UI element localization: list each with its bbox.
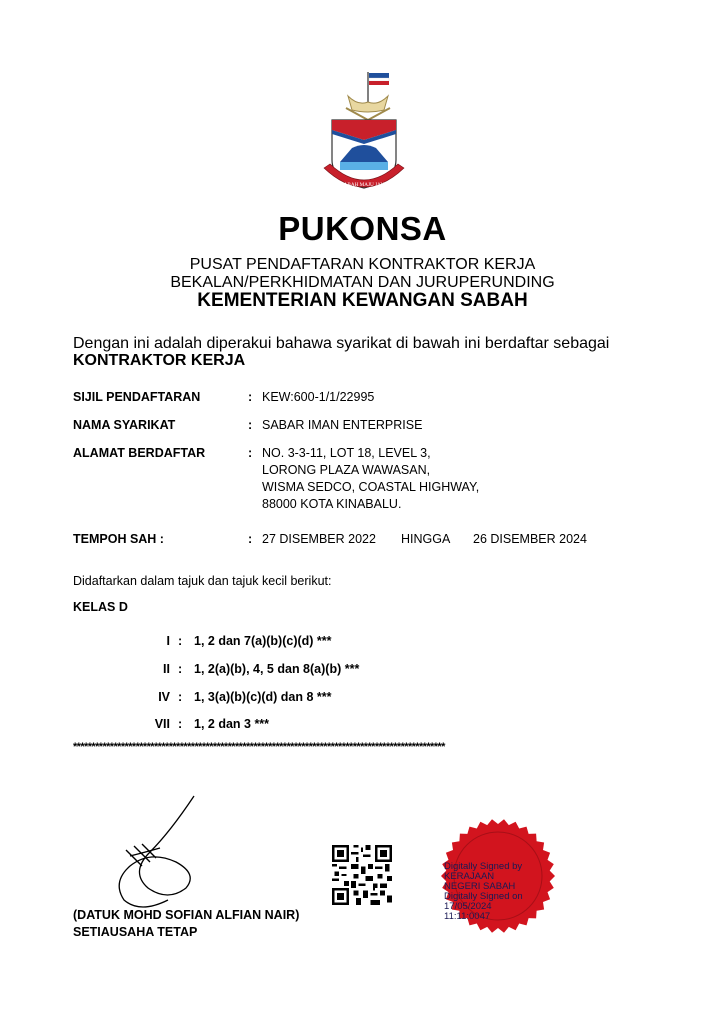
validity-label: TEMPOH SAH : — [73, 532, 164, 546]
validity-from: 27 DISEMBER 2022 — [262, 532, 376, 546]
signatory-title: SETIAUSAHA TETAP — [73, 925, 198, 939]
certification-category: KONTRAKTOR KERJA — [73, 352, 246, 369]
validity-to: 26 DISEMBER 2024 — [473, 532, 587, 546]
address-line: WISMA SEDCO, COASTAL HIGHWAY, — [262, 480, 480, 494]
class-item-number: I — [166, 634, 170, 648]
subtitle-line-1: PUSAT PENDAFTARAN KONTRAKTOR KERJA — [189, 256, 536, 273]
signatory-name: (DATUK MOHD SOFIAN ALFIAN NAIR) — [73, 908, 300, 922]
colon: : — [178, 662, 183, 676]
digital-signature-line: 17/05/2024 — [444, 901, 492, 912]
class-item-value: 1, 2 dan 3 *** — [194, 717, 270, 731]
handwritten-signature — [90, 792, 240, 912]
company-label: NAMA SYARIKAT — [73, 418, 176, 432]
registration-value: KEW:600-1/1/22995 — [262, 390, 375, 404]
class-item-number: IV — [158, 690, 170, 704]
company-value: SABAR IMAN ENTERPRISE — [262, 418, 423, 432]
address-line: NO. 3-3-11, LOT 18, LEVEL 3, — [262, 446, 431, 460]
class-item-number: II — [163, 662, 170, 676]
class-item-number: VII — [154, 717, 170, 731]
class-title: KELAS D — [73, 600, 128, 614]
colon: : — [248, 418, 253, 432]
address-line: LORONG PLAZA WAWASAN, — [262, 463, 431, 477]
colon: : — [178, 690, 183, 704]
validity-until-word: HINGGA — [401, 532, 451, 546]
colon: : — [248, 446, 253, 460]
asterisk-divider: ***************************************************************************************************** — [73, 741, 445, 753]
colon: : — [248, 532, 253, 546]
digital-signature-line: KERAJAAN — [444, 871, 495, 882]
sabah-crest-logo — [318, 68, 410, 200]
digital-signature-line: 11:11:0047 — [444, 911, 491, 922]
colon: : — [178, 717, 183, 731]
page-title: PUKONSA — [278, 210, 447, 247]
colon: : — [248, 390, 253, 404]
qr-code — [332, 845, 392, 905]
class-item-value: 1, 2(a)(b), 4, 5 dan 8(a)(b) *** — [194, 662, 360, 676]
subtitle-line-2: BEKALAN/PERKHIDMATAN DAN JURUPERUNDING — [170, 274, 555, 291]
digital-signature-line: Digitally Signed on — [444, 891, 523, 902]
class-item-value: 1, 2 dan 7(a)(b)(c)(d) *** — [194, 634, 332, 648]
registration-note: Didaftarkan dalam tajuk dan tajuk kecil berikut: — [73, 574, 332, 588]
address-line: 88000 KOTA KINABALU. — [262, 497, 402, 511]
registration-label: SIJIL PENDAFTARAN — [73, 390, 201, 404]
svg-text:SABAH MAJU JAYA: SABAH MAJU JAYA — [340, 182, 388, 188]
ministry-name: KEMENTERIAN KEWANGAN SABAH — [197, 290, 528, 311]
class-item-value: 1, 3(a)(b)(c)(d) dan 8 *** — [194, 690, 332, 704]
digital-signature-line: NEGERI SABAH — [444, 881, 516, 892]
address-label: ALAMAT BERDAFTAR — [73, 446, 206, 460]
certification-statement: Dengan ini adalah diperakui bahawa syarikat di bawah ini berdaftar sebagai — [73, 335, 610, 352]
colon: : — [178, 634, 183, 648]
digital-signature-text — [444, 862, 534, 922]
digital-signature-line: Digitally Signed by — [444, 861, 523, 872]
